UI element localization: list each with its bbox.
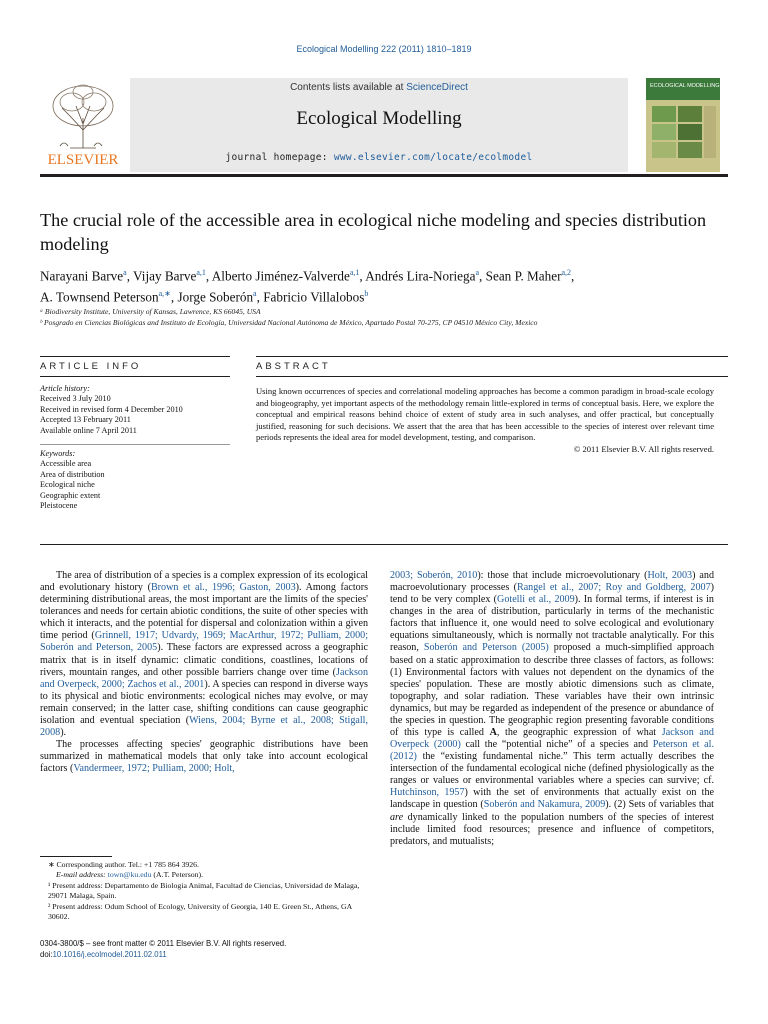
author-affil-sup[interactable]: a,1 <box>196 268 206 277</box>
emphasis: are <box>390 811 404 823</box>
divider <box>256 356 728 357</box>
keywords-label: Keywords: <box>40 449 76 459</box>
abstract <box>256 386 714 455</box>
contents-line <box>130 82 628 93</box>
citation-link[interactable]: Wiens, 2004; Byrne et al., 2008; Stigall, 2008 <box>40 714 368 739</box>
history-item: Accepted 13 February 2011 <box>40 415 131 425</box>
citation-link[interactable]: Grinnell, 1917; Udvardy, 1969; MacArthur, 1972; Pulliam, 2000; Soberón and Peterson, 2005 <box>40 630 369 654</box>
issn-line: 0304-3800/$ – see front matter © 2011 Elsevier B.V. All rights reserved. <box>40 939 287 948</box>
tree-logo-icon <box>40 78 126 172</box>
footnote-1: ¹ Present address: Departamento de Biologia Animal, Facultad de Ciencias, Universidad de Malaga, 29071 Malaga, Spain. <box>48 880 360 901</box>
keyword: Ecological niche <box>40 480 95 490</box>
article-info <box>40 384 230 511</box>
citation-link[interactable]: Jackson and Overpeck, 2000; Zachos et al., 2001 <box>40 666 368 690</box>
email-link[interactable]: town@ku.edu <box>107 870 152 880</box>
affiliation-a: ᵃ Biodiversity Institute, University of Kansas, Lawrence, KS 66045, USA <box>40 307 261 316</box>
text: The area of distribution of a species is a complex expression of its ecological and evolutionary history ( <box>40 570 368 594</box>
doi-label: doi: <box>40 950 53 959</box>
author[interactable]: Andrés Lira-Noriega <box>365 268 476 284</box>
divider <box>40 356 230 357</box>
author-affil-sup[interactable]: a,∗ <box>158 289 171 299</box>
email-line <box>40 870 368 880</box>
author[interactable]: Sean P. Maher <box>485 268 562 284</box>
keyword: Pleistocene <box>40 501 78 511</box>
author[interactable]: Vijay Barve <box>133 268 197 284</box>
footnotes <box>40 860 368 922</box>
cover-title: ECOLOGICAL MODELLING <box>650 83 720 89</box>
citation-link[interactable]: Gotelli et al., 2009 <box>497 594 575 606</box>
text: dynamically linked to the population numbers of the species of interest include limited food resources; presence and influence of competitors, predators, and mutualists; <box>390 811 714 847</box>
email-label: E-mail address: <box>56 870 108 880</box>
text: proposed a much-simplified approach based on a static approximation to describe three classes of factors, as follows: (1) Environmental factors with values not dependent on the dynamics of the species' population. These are mostly abiotic dimensions such as climate, topography, and solar radiation. These variables have their own intrinsic dynamics, but may be regarded as independent of the presence or abundance of the species in question. The geographic region presenting favorable conditions of this type is called <box>390 642 714 739</box>
author-affil-sup[interactable]: a <box>253 289 257 299</box>
text: The processes affecting species' geographic distributions have been summarized in mathematical models that only take into account ecological factors ( <box>40 739 368 775</box>
header-rule <box>40 174 728 177</box>
divider <box>40 544 728 545</box>
keyword: Area of distribution <box>40 469 105 479</box>
keyword: Accessible area <box>40 459 92 469</box>
text: , the geographic expression of what <box>496 727 662 739</box>
text: ). In formal terms, if interest is in changes in the area of distribution, particularly in terms of the mechanistic factors that influence it, one would need to solve ecological and evolutionary equations simultaneously, which is normally not tractable analytically. For this reason, <box>390 594 714 654</box>
text: ). (2) Sets of variables that <box>605 799 714 811</box>
history-item: Available online 7 April 2011 <box>40 425 137 435</box>
author-affil-sup[interactable]: a <box>475 268 480 277</box>
author[interactable]: Alberto Jiménez-Valverde <box>211 268 350 284</box>
history-item: Received 3 July 2010 <box>40 394 111 404</box>
homepage-link[interactable]: www.elsevier.com/locate/ecolmodel <box>333 152 533 163</box>
divider <box>40 376 230 377</box>
journal-cover[interactable] <box>638 78 728 172</box>
paragraph <box>390 570 714 848</box>
homepage-prefix: journal homepage: <box>225 152 334 163</box>
abstract-body: Using known occurrences of species and correlational modeling approaches has become a common paradigm in broad-scale ecology and biogeography, yet important aspects of the methodology remain little-explored in terms of conceptual basis. Here, we explore the conceptual and empirical reasons behind choice of extent of study area in such analyses, and offer practical, but conceptually justified, reasoning for such decisions. We assert that the area that has been accessible to the species of interest over relevant time periods represents the ideal area for model development, testing, and comparison. <box>256 386 714 442</box>
email-suffix: (A.T. Peterson). <box>151 870 204 880</box>
footnote-rule <box>40 856 112 857</box>
contents-prefix: Contents lists available at <box>290 82 407 93</box>
text: ) and macroevolutionary processes ( <box>390 570 714 594</box>
divider <box>40 444 230 445</box>
text: ). A species can respond in diverse ways to its physical and biotic environments: ecological niches may evolve, or may remain conserved; in the latter case, shifting conditions can cause geographic isolation and eventual speciation ( <box>40 678 368 726</box>
journal-title: Ecological Modelling <box>296 108 462 129</box>
journal-citation[interactable]: Ecological Modelling 222 (2011) 1810–1819 <box>296 44 472 54</box>
publisher-wordmark: ELSEVIER <box>47 152 119 168</box>
doi-line <box>40 949 368 960</box>
author[interactable]: A. Townsend Peterson <box>40 289 159 305</box>
article-title: The crucial role of the accessible area in ecological niche modeling and species distribution modeling <box>40 210 707 254</box>
keyword: Geographic extent <box>40 490 101 500</box>
set-symbol: A <box>489 727 497 739</box>
journal-header <box>40 78 728 172</box>
affiliation-b: ᵇ Posgrado en Ciencias Biológicas and Instituto de Ecología, Universidad Nacional Autónoma de México, Apartado Postal 70-275, CP 04510 México City, Mexico <box>40 318 538 327</box>
sciencedirect-link[interactable]: ScienceDirect <box>406 82 468 93</box>
issn-block <box>40 938 368 960</box>
abstract-copyright: © 2011 Elsevier B.V. All rights reserved. <box>573 443 714 454</box>
text: ). These factors are expressed across a geographic matrix that is in itself dynamic: climatic conditions, coastlines, locations of rivers, mountain ranges, and other possible barriers change over time ( <box>40 642 368 678</box>
footnote-2: ² Present address: Odum School of Ecology, University of Georgia, 140 E. Green St., Athens, GA 30602. <box>48 901 352 922</box>
author-affil-sup[interactable]: a,1 <box>349 268 360 277</box>
text: call the “potential niche” of a species and <box>460 739 653 751</box>
paragraph <box>40 570 368 739</box>
text: ). <box>60 727 67 739</box>
text: the “existing fundamental niche.” This term actually describes the intersection of the fundamental ecological niche (defined physiologically as the ranges or values or environmental variables where a species can survive; cf. <box>390 751 714 787</box>
citation-link[interactable]: Soberón and Nakamura, 2009 <box>483 799 606 811</box>
doi-link[interactable]: 10.1016/j.ecolmodel.2011.02.011 <box>52 950 167 959</box>
citation-link[interactable]: Jackson and Overpeck (2000) <box>390 727 714 751</box>
divider <box>256 376 728 377</box>
text: ) tend to be very complex ( <box>390 582 714 606</box>
history-item: Received in revised form 4 December 2010 <box>40 404 183 414</box>
text: ): those that include microevolutionary ( <box>477 570 648 581</box>
corresponding-author: ∗ Corresponding author. Tel.: +1 785 864 3926. <box>48 860 200 869</box>
citation-link[interactable]: Vandermeer, 1972; Pulliam, 2000; Holt, <box>73 763 235 775</box>
journal-banner <box>130 78 628 172</box>
citation-link[interactable]: Brown et al., 1996; Gaston, 2003 <box>150 582 296 594</box>
elsevier-logo[interactable] <box>40 78 126 172</box>
body-right-column <box>390 570 714 848</box>
citation-link[interactable]: Rangel et al., 2007; Roy and Goldberg, 2007 <box>516 582 711 594</box>
author-affil-sup[interactable]: b <box>364 289 369 299</box>
citation-link[interactable]: 2003; Soberón, 2010 <box>390 570 478 581</box>
citation-link[interactable]: Peterson et al. (2012) <box>390 739 714 763</box>
author[interactable]: Narayani Barve <box>40 268 124 284</box>
article-info-heading: ARTICLE INFO <box>40 361 142 372</box>
author-affil-sup[interactable]: a <box>123 268 127 277</box>
body-left-column <box>40 570 368 775</box>
abstract-heading: ABSTRACT <box>256 361 331 372</box>
citation-link[interactable]: Hutchinson, 1957 <box>390 787 465 799</box>
author[interactable]: Fabricio Villalobos <box>263 289 365 305</box>
citation-link[interactable]: Holt, 2003 <box>647 570 693 581</box>
paragraph <box>40 739 368 775</box>
journal-cover-image <box>638 78 728 172</box>
history-label: Article history: <box>40 384 90 393</box>
author[interactable]: Jorge Soberón <box>177 289 254 305</box>
author-list: Narayani Barve$^a$, Vijay Barve$^{a,1}$, Alberto Jiménez-Valverde$^{a,1}$, Andrés Lira-Noriega$^a$, Sean P. Maher$^{a,2}$, A. Townsend Peterson$^{a,∗}$, Jorge Soberón$^a$, Fabricio Villalobos$^b$ <box>40 268 575 305</box>
citation-link[interactable]: Soberón and Peterson (2005) <box>423 642 549 654</box>
author-affil-sup[interactable]: a,2 <box>561 268 572 277</box>
text: ). Among factors determining distributional areas, the most important are the limits of the species' tolerances and needs for certain abiotic conditions, the suite of other species with which it interacts, and the potential for dispersal and colonization within a given time period ( <box>40 582 369 642</box>
homepage-line <box>130 152 628 163</box>
text: ) with the set of environments that actually exist on the landscape in question ( <box>390 787 714 811</box>
